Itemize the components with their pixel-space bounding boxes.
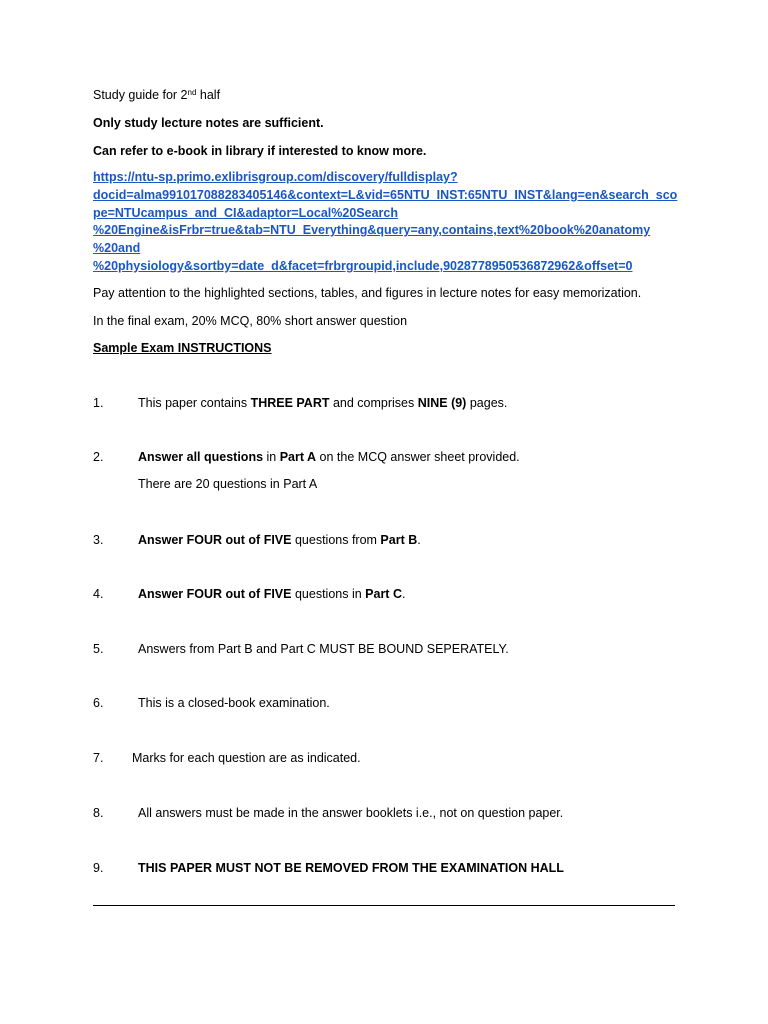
instruction-text: Answer FOUR out of FIVE questions from Part B. — [138, 533, 421, 547]
instruction-number: 4. — [93, 587, 104, 601]
library-link[interactable] — [93, 169, 683, 276]
library-link-line-6[interactable]: %20physiology&sortby=date_d&facet=frbrgroupid,include,9028778950536872962&offset=0 — [93, 258, 633, 273]
instruction-text: This paper contains THREE PART and comprises NINE (9) pages. — [138, 396, 508, 410]
attention-note: Pay attention to the highlighted sections, tables, and figures in lecture notes for easy memorization. — [93, 286, 642, 300]
title-text: Study guide for 2 — [93, 88, 188, 102]
instruction-number: 8. — [93, 806, 104, 820]
title-suffix: half — [196, 88, 221, 102]
instruction-number: 3. — [93, 533, 104, 547]
instruction-text: Answer FOUR out of FIVE questions in Part C. — [138, 587, 406, 601]
instruction-text: This is a closed-book examination. — [138, 696, 330, 710]
instruction-text: All answers must be made in the answer booklets i.e., not on question paper. — [138, 806, 564, 820]
library-link-line-4[interactable]: %20Engine&isFrbr=true&tab=NTU_Everything&query=any,contains,text%20book%20anatomy — [93, 223, 651, 238]
instruction-text: THIS PAPER MUST NOT BE REMOVED FROM THE EXAMINATION HALL — [138, 861, 564, 875]
library-link-line-5[interactable]: %20and — [93, 241, 141, 256]
instruction-number: 9. — [93, 861, 104, 875]
instruction-number: 1. — [93, 396, 104, 410]
note-lecture-notes: Only study lecture notes are sufficient. — [93, 116, 324, 130]
instruction-text: Marks for each question are as indicated. — [132, 751, 361, 765]
instruction-number: 2. — [93, 450, 104, 464]
instruction-number: 6. — [93, 696, 104, 710]
horizontal-rule — [93, 905, 675, 906]
instruction-text: Answer all questions in Part A on the MCQ answer sheet provided. — [138, 450, 520, 464]
instruction-number: 5. — [93, 642, 104, 656]
page-title — [93, 87, 220, 103]
instructions-heading: Sample Exam INSTRUCTIONS — [93, 341, 272, 355]
library-link-line-2[interactable]: docid=alma991017088283405146&context=L&vid=65NTU_INST:65NTU_INST&lang=en&search_sco — [93, 187, 678, 202]
title-superscript: nd — [187, 88, 197, 97]
library-link-line-3[interactable]: pe=NTUcampus_and_CI&adaptor=Local%20Search — [93, 205, 398, 220]
final-exam-note: In the final exam, 20% MCQ, 80% short answer question — [93, 314, 408, 328]
note-ebook: Can refer to e-book in library if interested to know more. — [93, 144, 427, 158]
instruction-number: 7. — [93, 751, 104, 765]
instruction-text: Answers from Part B and Part C MUST BE BOUND SEPERATELY. — [138, 642, 509, 656]
library-link-line-1[interactable]: https://ntu-sp.primo.exlibrisgroup.com/discovery/fulldisplay? — [93, 170, 458, 184]
